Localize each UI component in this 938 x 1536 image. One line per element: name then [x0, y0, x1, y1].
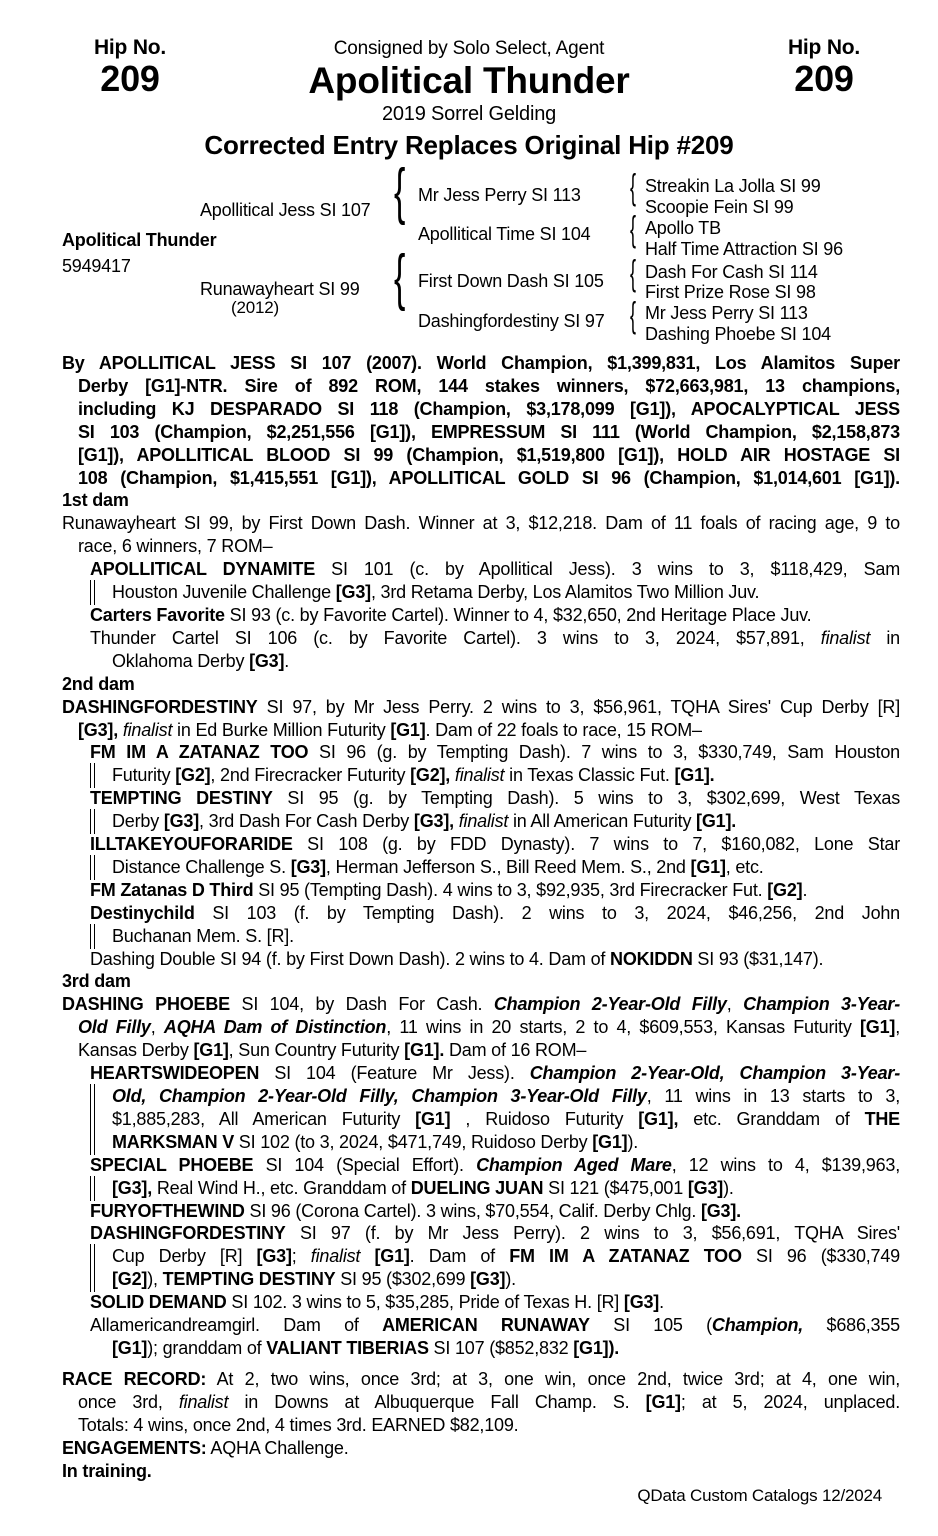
text-segment: ENGAGEMENTS: — [62, 1437, 207, 1458]
catalog-text-line — [62, 1391, 900, 1414]
catalog-text-line — [62, 352, 900, 375]
text-segment: , — [895, 1017, 900, 1038]
pedigree-brace-icon — [394, 268, 405, 288]
text-segment: AQHA Challenge. — [206, 1437, 349, 1458]
catalog-text-line — [62, 1062, 900, 1085]
text-segment: , 11 wins in 13 starts to 3, — [646, 1086, 900, 1106]
text-segment: in Downs at Albuquerque Fall Champ. S. — [228, 1391, 646, 1412]
continuation-bars-icon — [90, 580, 95, 605]
text-segment: Cup Derby [R] — [112, 1246, 257, 1267]
hip-number: 209 — [794, 58, 854, 99]
pedigree-brace-icon — [630, 177, 636, 197]
text-segment: At 2, two wins, once 3rd; at 3, one win, once 2nd, twice 3rd; at 4, one win, — [206, 1368, 901, 1389]
text-segment: [G1] — [690, 856, 726, 877]
catalog-text-line — [62, 1131, 900, 1154]
text-segment: SI 103 (Champion, $2,251,556 [G1]), EMPRESSUM SI 111 (World Champion, $2,158,873 — [78, 421, 900, 442]
catalog-text-line — [62, 993, 900, 1016]
text-segment: Derby — [112, 811, 164, 832]
text-segment: , etc. — [725, 856, 764, 877]
text-segment: SOLID DEMAND — [90, 1292, 227, 1313]
text-segment: 3rd dam — [62, 971, 131, 992]
text-segment: Buchanan Mem. S. [R]. — [112, 925, 294, 946]
text-segment: , — [726, 994, 744, 1015]
catalog-text-line — [62, 673, 900, 696]
catalog-text-line — [62, 1437, 900, 1460]
text-segment: [G3], — [112, 1177, 153, 1198]
catalog-text-line — [62, 398, 900, 421]
catalog-text-line — [62, 741, 900, 764]
text-segment: HEARTSWIDEOPEN — [90, 1063, 260, 1084]
text-segment: [G1] — [415, 1108, 451, 1129]
text-segment: ). — [505, 1269, 516, 1290]
text-segment: . Dam of — [409, 1246, 510, 1267]
text-segment: [G1] — [193, 1040, 229, 1061]
text-segment: RACE RECORD: — [62, 1368, 207, 1389]
pedigree-dam-year: (2012) — [231, 298, 279, 317]
catalog-text-line — [62, 1200, 900, 1223]
text-segment: finalist — [122, 719, 173, 740]
pedigree-horse-name: Apolitical Thunder — [62, 230, 217, 250]
catalog-text-line — [62, 467, 900, 490]
text-segment: [G2] — [112, 1269, 148, 1290]
text-segment: SI 102 (to 3, 2024, $471,749, Ruidoso Derby — [234, 1131, 593, 1152]
text-segment: Destinychild — [90, 902, 195, 923]
text-segment: ; at 5, 2024, unplaced. — [680, 1391, 900, 1412]
text-segment: [G1] — [592, 1131, 628, 1152]
text-segment: [G3], — [78, 719, 119, 740]
catalog-text-line — [62, 489, 900, 512]
catalog-text-line — [62, 444, 900, 467]
text-segment: . Dam of 22 foals to race, 15 ROM– — [425, 719, 702, 740]
text-segment: DASHINGFORDESTINY — [62, 696, 258, 717]
text-segment: FM IM A ZATANAZ TOO — [509, 1246, 742, 1267]
text-segment: [G1], — [638, 1108, 679, 1129]
text-segment: including KJ DESPARADO SI 118 (Champion, $3,178,099 [G1]), APOCALYPTICAL JESS — [78, 398, 900, 419]
text-segment: Kansas Derby — [78, 1040, 194, 1061]
catalog-text-line — [62, 512, 900, 535]
corrected-entry-notice: Corrected Entry Replaces Original Hip #209 — [204, 130, 734, 160]
text-segment: in Ed Burke Million Futurity — [172, 719, 391, 740]
catalog-credit: QData Custom Catalogs 12/2024 — [637, 1486, 882, 1505]
catalog-text-line — [62, 1177, 900, 1200]
catalog-text-line — [62, 764, 900, 787]
text-segment: , Herman Jefferson S., Bill Reed Mem. S., 2nd — [325, 856, 691, 877]
text-segment: SI 96 ($330,749 — [741, 1246, 900, 1267]
pedigree-sire: Apollitical Jess SI 107 — [200, 200, 371, 220]
text-segment: [G3] — [256, 1246, 292, 1267]
continuation-bars-icon — [90, 763, 95, 788]
pedigree-gen3-ancestor: First Prize Rose SI 98 — [645, 282, 816, 302]
pedigree-gen3-ancestor: Dashing Phoebe SI 104 — [645, 324, 831, 344]
catalog-text-line — [62, 1039, 900, 1062]
text-segment: [G1] — [112, 1337, 148, 1358]
registration-number: 5949417 — [62, 256, 131, 276]
text-segment: $1,885,283, All American Futurity — [112, 1108, 416, 1129]
text-segment: Allamericandreamgirl. Dam of — [90, 1315, 383, 1336]
text-segment: Old, Champion 2-Year-Old Filly, Champion 3-Year-Old Filly — [112, 1086, 647, 1106]
text-segment: , 3rd Dash For Cash Derby — [199, 811, 414, 832]
catalog-text-line — [62, 1108, 900, 1131]
text-segment: finalist — [454, 765, 505, 786]
catalog-text-line — [62, 1314, 900, 1337]
text-segment: , — [150, 1017, 164, 1038]
text-segment: Derby [G1]-NTR. Sire of 892 ROM, 144 stakes winners, $72,663,981, 13 champions, — [78, 375, 900, 396]
text-segment: Houston Juvenile Challenge — [112, 582, 336, 603]
continuation-bars-icon — [90, 1244, 95, 1269]
catalog-text-line — [62, 375, 900, 398]
hip-label: Hip No. — [787, 36, 861, 59]
text-segment: AQHA Dam of Distinction — [163, 1017, 387, 1038]
text-segment: SI 96 (Corona Cartel). 3 wins, $70,554, Calif. Derby Chlg. — [244, 1200, 701, 1221]
text-segment: [G3] — [290, 856, 326, 877]
continuation-bars-icon — [90, 1084, 95, 1109]
catalog-text-line — [62, 1268, 900, 1291]
text-segment: [G3] — [623, 1292, 660, 1313]
text-segment: in All American Futurity — [508, 811, 697, 832]
text-segment: , Ruidoso Futurity — [450, 1108, 639, 1129]
text-segment: [G1]. — [404, 1040, 445, 1061]
catalog-text-line — [62, 810, 900, 833]
pedigree-brace-icon — [630, 219, 636, 239]
foaling-description: 2019 Sorrel Gelding — [381, 103, 557, 125]
catalog-text-line — [62, 650, 900, 673]
text-segment: [G1] — [645, 1391, 681, 1412]
text-segment: etc. Granddam of — [678, 1108, 865, 1129]
catalog-text-line — [62, 902, 900, 925]
text-segment: ). — [723, 1177, 734, 1198]
catalog-text-line — [62, 421, 900, 444]
text-segment: ILLTAKEYOUFORARIDE — [90, 834, 293, 855]
catalog-text-line — [62, 948, 900, 971]
text-segment: , 2nd Firecracker Futurity — [210, 765, 411, 786]
text-segment: FM Zatanas D Third — [90, 879, 254, 900]
pedigree-sire-sire: Mr Jess Perry SI 113 — [418, 185, 581, 205]
text-segment: SI 104, by Dash For Cash. — [229, 994, 494, 1015]
catalog-text-line — [62, 970, 900, 993]
text-segment: VALIANT TIBERIAS — [266, 1337, 429, 1358]
pedigree-gen3-ancestor: Scoopie Fein SI 99 — [645, 197, 794, 217]
text-segment: AMERICAN RUNAWAY — [382, 1315, 590, 1336]
continuation-bars-icon — [90, 924, 95, 949]
text-segment: [G1] — [374, 1246, 410, 1267]
text-segment: once 3rd, — [78, 1391, 179, 1412]
text-segment: SI 121 ($475,001 — [543, 1177, 688, 1198]
continuation-bars-icon — [90, 1107, 95, 1132]
pedigree-gen3-ancestor: Mr Jess Perry SI 113 — [645, 303, 808, 323]
pedigree-gen3-ancestor: Apollo TB — [645, 218, 721, 238]
text-segment: SI 95 (Tempting Dash). 4 wins to 3, $92,935, 3rd Firecracker Fut. — [253, 879, 768, 900]
continuation-bars-icon — [90, 855, 95, 880]
text-segment: finalist — [310, 1246, 361, 1267]
text-segment: , 11 wins in 20 starts, 2 to 4, $609,553, Kansas Futurity — [386, 1017, 860, 1038]
text-segment: SI 105 ( — [589, 1315, 712, 1336]
pedigree-dam-sire: First Down Dash SI 105 — [418, 271, 604, 291]
body-lines — [62, 352, 900, 1482]
text-segment: Real Wind H., etc. Granddam of — [152, 1177, 411, 1198]
catalog-text-line — [62, 627, 900, 650]
text-segment: SI 103 (f. by Tempting Dash). 2 wins to 3, 2024, $46,256, 2nd John — [194, 902, 900, 923]
text-segment: TEMPTING DESTINY — [162, 1269, 336, 1290]
text-segment: finalist — [820, 627, 871, 648]
text-segment: SI 96 (g. by Tempting Dash). 7 wins to 3, $330,749, Sam Houston — [308, 742, 900, 763]
catalog-text-line — [62, 1368, 900, 1391]
pedigree-sire-dam: Apollitical Time SI 104 — [418, 224, 591, 244]
text-segment: [G1] — [859, 1017, 896, 1038]
text-segment: Thunder Cartel SI 106 (c. by Favorite Cartel). 3 wins to 3, 2024, $57,891, — [90, 627, 821, 648]
pedigree-dam-dam: Dashingfordestiny SI 97 — [418, 311, 605, 331]
text-segment: [G1]), APOLLITICAL BLOOD SI 99 (Champion, $1,519,800 [G1]), HOLD AIR HOSTAGE SI — [78, 444, 900, 465]
text-segment: [G3] — [163, 811, 200, 832]
text-segment: , 3rd Retama Derby, Los Alamitos Two Million Juv. — [370, 582, 760, 603]
text-segment: SI 93 (c. by Favorite Cartel). Winner to 4, $32,650, 2nd Heritage Place Juv. — [224, 604, 812, 625]
catalog-text-line — [62, 604, 900, 627]
text-segment — [360, 1246, 374, 1266]
hip-number: 209 — [100, 58, 160, 99]
text-segment: [G2] — [175, 765, 211, 786]
text-segment: SI 95 ($302,699 — [335, 1269, 471, 1290]
text-segment: Dashing Double SI 94 (f. by First Down Dash). 2 wins to 4. Dam of — [90, 948, 611, 969]
consignor-line: Consigned by Solo Select, Agent — [333, 38, 605, 59]
catalog-text-line — [62, 1085, 900, 1108]
text-segment: finalist — [178, 1391, 229, 1412]
text-segment: [G3] — [249, 650, 285, 671]
continuation-bars-icon — [90, 1176, 95, 1201]
text-segment: SI 104 (Special Effort). — [253, 1154, 477, 1175]
catalog-text-line — [62, 1337, 900, 1360]
text-segment: Runawayheart SI 99, by First Down Dash. Winner at 3, $12,218. Dam of 11 foals of racing age, 9 to — [62, 513, 900, 534]
text-segment: ). — [627, 1131, 639, 1152]
text-segment: , Sun Country Futurity — [228, 1040, 405, 1061]
text-segment: DASHINGFORDESTINY — [90, 1223, 286, 1244]
text-segment: Oklahoma Derby — [112, 650, 250, 671]
text-segment: DASHING PHOEBE — [62, 994, 230, 1015]
text-segment: TEMPTING DESTINY — [90, 788, 273, 809]
text-segment: [G3] — [335, 582, 371, 603]
catalog-text-line — [62, 535, 900, 558]
text-segment: [G3], — [413, 811, 454, 832]
text-segment: 2nd dam — [62, 673, 135, 694]
text-segment: [G3]. — [700, 1200, 741, 1221]
text-segment: SI 104 (Feature Mr Jess). — [259, 1063, 530, 1084]
catalog-text-line — [62, 1291, 900, 1314]
text-segment: in Texas Classic Fut. — [504, 765, 675, 786]
pedigree-dam: Runawayheart SI 99 — [200, 279, 360, 299]
text-segment: 108 (Champion, $1,415,551 [G1]), APOLLITICAL GOLD SI 96 (Champion, $1,014,601 [G1]). — [78, 467, 900, 488]
text-segment: race, 6 winners, 7 ROM– — [78, 536, 273, 557]
pedigree-brace-icon — [630, 263, 636, 283]
hip-label: Hip No. — [93, 36, 167, 59]
text-segment: [G3] — [687, 1177, 724, 1198]
text-segment: SI 102. 3 wins to 5, $35,285, Pride of Texas H. [R] — [226, 1292, 624, 1313]
text-segment: $686,355 — [803, 1315, 900, 1336]
text-segment: SI 93 ($31,147). — [692, 948, 824, 969]
catalog-text-line — [62, 1222, 900, 1245]
text-segment: APOLLITICAL DYNAMITE — [90, 559, 316, 580]
catalog-text-line — [62, 1154, 900, 1177]
catalog-text-line — [62, 879, 900, 902]
text-segment: ); granddam of — [147, 1337, 267, 1358]
text-segment: FM IM A ZATANAZ TOO — [90, 742, 309, 763]
text-segment: [G2], — [410, 765, 451, 786]
text-segment: ), — [147, 1269, 163, 1290]
text-segment: SI 108 (g. by FDD Dynasty). 7 wins to 7, $160,082, Lone Star — [292, 834, 900, 855]
text-segment: . — [802, 879, 808, 900]
text-segment: [G1]. — [674, 765, 715, 786]
text-segment: . — [659, 1292, 664, 1313]
text-segment: Champion Aged Mare — [476, 1154, 672, 1175]
catalog-text-line — [62, 696, 900, 719]
text-segment: Totals: 4 wins, once 2nd, 4 times 3rd. EARNED $82,109. — [78, 1414, 519, 1435]
pedigree-gen3-ancestor: Dash For Cash SI 114 — [645, 262, 818, 282]
header-center — [120, 38, 818, 159]
text-segment: 1st dam — [62, 490, 129, 511]
pedigree-brace-icon — [630, 305, 636, 325]
text-segment: Distance Challenge S. — [112, 856, 291, 877]
text-segment: SPECIAL PHOEBE — [90, 1154, 254, 1175]
text-segment: SI 97, by Mr Jess Perry. 2 wins to 3, $56,961, TQHA Sires' Cup Derby [R] — [257, 696, 900, 717]
catalog-text-line — [62, 833, 900, 856]
text-segment: SI 107 ($852,832 — [428, 1337, 574, 1358]
catalog-text-line — [62, 1460, 900, 1483]
text-segment: Champion 3-Year- — [743, 994, 900, 1015]
catalog-text-line — [62, 1016, 900, 1039]
text-segment: . — [284, 650, 290, 671]
text-segment: in — [870, 627, 900, 648]
continuation-bars-icon — [90, 1130, 95, 1155]
text-segment: MARKSMAN V — [112, 1131, 234, 1152]
pedigree-brace-icon — [394, 182, 405, 202]
catalog-text-line — [62, 1414, 900, 1437]
pedigree-chart — [0, 172, 938, 354]
text-segment: Carters Favorite — [90, 604, 225, 625]
text-segment: [G1]). — [573, 1337, 620, 1358]
text-segment: Champion, — [711, 1315, 804, 1336]
pedigree-gen3-ancestor: Half Time Attraction SI 96 — [645, 239, 843, 259]
text-segment: In training. — [62, 1460, 152, 1481]
text-segment: SI 101 (c. by Apollitical Jess). 3 wins to 3, $118,429, Sam — [315, 559, 900, 580]
pedigree-gen3-ancestor: Streakin La Jolla SI 99 — [645, 176, 821, 196]
text-segment: [G3] — [470, 1269, 506, 1290]
text-segment: ; — [291, 1246, 311, 1267]
text-segment: [G2] — [767, 879, 803, 900]
text-segment: SI 97 (f. by Mr Jess Perry). 2 wins to 3, $56,691, TQHA Sires' — [285, 1223, 900, 1244]
text-segment: THE — [864, 1108, 900, 1129]
text-segment: FURYOFTHEWIND — [90, 1200, 245, 1221]
text-segment: finalist — [458, 811, 509, 832]
text-segment: SI 95 (g. by Tempting Dash). 5 wins to 3, $302,699, West Texas — [272, 788, 900, 809]
text-segment: , 12 wins to 4, $139,963, — [671, 1154, 901, 1175]
text-segment: Futurity — [112, 765, 176, 786]
text-segment: NOKIDDN — [610, 948, 693, 969]
text-segment: [G1]. — [696, 811, 737, 832]
catalog-text-line — [62, 581, 900, 604]
continuation-bars-icon — [90, 809, 95, 834]
catalog-text-line — [62, 925, 900, 948]
text-segment: Dam of 16 ROM– — [444, 1040, 587, 1061]
catalog-text-line — [62, 856, 900, 879]
text-segment: Old Filly — [78, 1017, 151, 1038]
text-segment: Champion 2-Year-Old Filly — [493, 994, 727, 1015]
catalog-text-line — [62, 1245, 900, 1268]
text-segment: DUELING JUAN — [410, 1177, 544, 1198]
text-segment: By APOLLITICAL JESS SI 107 (2007). World Champion, $1,399,831, Los Alamitos Super — [62, 353, 900, 373]
catalog-text-line — [62, 558, 900, 581]
catalog-text-line — [62, 719, 900, 742]
page-title: Apolitical Thunder — [308, 60, 630, 101]
catalog-text-line — [62, 787, 900, 810]
continuation-bars-icon — [90, 1267, 95, 1292]
text-segment: Champion 2-Year-Old, Champion 3-Year- — [529, 1063, 900, 1084]
text-segment: [G1] — [390, 719, 426, 740]
